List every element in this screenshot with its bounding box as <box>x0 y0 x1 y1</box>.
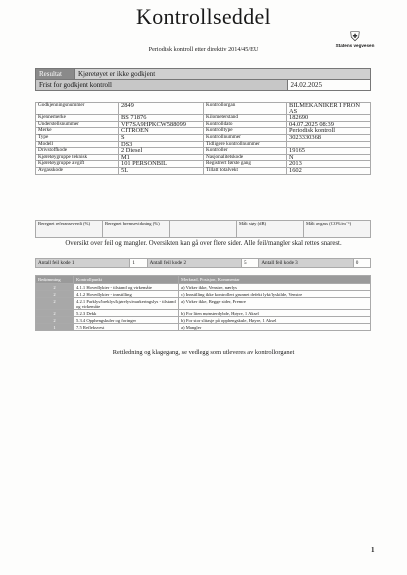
info-value: 3023330368 <box>287 134 371 141</box>
info-label: Kontrolldato <box>204 121 287 128</box>
info-value: VF7SA9HPKCW588099 <box>119 121 204 128</box>
defect-remark: c) Innstilling ikke kontrollert grunnet defekt lykt/lyskilde, Venstre <box>179 291 371 298</box>
info-label: Merke <box>36 128 119 135</box>
defect-assessment: 2 <box>36 284 74 291</box>
info-label: Kjøretøygruppe avgift <box>36 161 119 168</box>
defect-checkpoint: 7.5 Refleksvest <box>74 324 179 331</box>
info-label: Drivstoffkode <box>36 148 119 155</box>
defect-assessment: 2 <box>36 291 74 298</box>
fault-count-table <box>35 258 371 268</box>
info-value: CITROEN <box>119 128 204 135</box>
deadline-value: 24.02.2025 <box>287 80 371 91</box>
info-row <box>36 161 371 168</box>
defect-checkpoint: 4.1.1 Hovedlykter - tilstand og virkemåte <box>74 284 179 291</box>
col-checkpoint: Kontrollpunkt <box>74 276 179 284</box>
defect-remark: a) Mangler <box>179 324 371 331</box>
info-label: Tillatt totalvekt <box>204 167 287 174</box>
measurement-cell <box>170 221 237 238</box>
result-label: Resultat <box>36 69 75 80</box>
info-value: 1602 <box>287 167 371 174</box>
info-label: Kontrollorgan <box>204 103 287 115</box>
info-value: 19165 <box>287 148 371 155</box>
info-label: Nasjonalitetskode <box>204 154 287 161</box>
footer-note: Rettledning og klagegang, se vedlegg som utleveres av kontrollorganet <box>112 349 295 356</box>
info-value: Periodisk kontroll <box>287 128 371 135</box>
measurement-cell: Målt avgass (CO%/m⁻¹) <box>304 221 371 238</box>
measurement-cell: Beregnet referanseverdi (%) <box>36 221 103 238</box>
defect-row <box>36 317 371 324</box>
info-label: Kontrolltype <box>204 128 287 135</box>
col-assessment: Bedømming <box>36 276 74 284</box>
vehicle-info-table <box>35 102 371 175</box>
info-value: S <box>119 134 204 141</box>
defect-assessment: 2 <box>36 298 74 310</box>
result-table <box>35 68 371 91</box>
defect-checkpoint: 5.3.4 Opphengskuler og foringer <box>74 317 179 324</box>
fault-count-label: Antall feil kode 3 <box>259 259 353 268</box>
fault-count-label: Antall feil kode 2 <box>147 259 241 268</box>
deadline-label: Frist for godkjent kontroll <box>36 80 288 91</box>
fault-count-label: Antall feil kode 1 <box>36 259 130 268</box>
info-value: N <box>287 154 371 161</box>
info-label: Understellsnummer <box>36 121 119 128</box>
fault-count-value: 5 <box>242 259 259 268</box>
defect-remark: b) For stor slitasje på opphengskule, Høyre, 1 Aksel <box>179 317 371 324</box>
info-label: Kontrollnummer <box>204 134 287 141</box>
info-value: 5L <box>119 167 204 174</box>
info-label: Kilometerstand <box>204 115 287 122</box>
info-value: 101 PERSONBIL <box>119 161 204 168</box>
info-label: Tidligere kontrollnummer <box>204 141 287 148</box>
defect-remark: a) Virker ikke, Venstre, nærlys <box>179 284 371 291</box>
info-label: Kontroller <box>204 148 287 155</box>
defect-checkpoint: 5.2.3 Dekk <box>74 310 179 317</box>
defect-assessment: 1 <box>36 324 74 331</box>
info-row <box>36 154 371 161</box>
defect-row <box>36 324 371 331</box>
info-value: 182690 <box>287 115 371 122</box>
defect-row <box>36 310 371 317</box>
info-label: Godkjenningsnummer <box>36 103 119 115</box>
info-label: Type <box>36 134 119 141</box>
info-label: Avgasskode <box>36 167 119 174</box>
defect-checkpoint: 4.2.1 Parklys/breklys/kjørelys/markeringslys - tilstand og virkemåte <box>74 298 179 310</box>
fault-count-value: 1 <box>130 259 147 268</box>
info-value: 2849 <box>119 103 204 115</box>
info-row <box>36 167 371 174</box>
document-subtitle: Periodisk kontroll etter direktiv 2014/45/EU <box>148 46 259 53</box>
defects-table <box>35 275 371 331</box>
info-value: 04.07.2025 08:39 <box>287 121 371 128</box>
fault-count-value: 0 <box>353 259 370 268</box>
info-value: 2013 <box>287 161 371 168</box>
document-title: Kontrollseddel <box>136 4 271 29</box>
measurement-cell: Beregnet bremsevirkning (%) <box>103 221 170 238</box>
info-label: Modell <box>36 141 119 148</box>
measurement-cell: Målt støy (dB) <box>237 221 304 238</box>
result-value: Kjøretøyet er ikke godkjent <box>75 69 371 80</box>
defect-row <box>36 284 371 291</box>
measurements-table <box>35 220 371 238</box>
statens-vegvesen-logo <box>334 30 376 48</box>
page-number: 1 <box>371 546 375 554</box>
info-value: BS 71876 <box>119 115 204 122</box>
defect-checkpoint: 4.1.2 Hovedlykter - innstilling <box>74 291 179 298</box>
crest-icon: ⛨ <box>350 29 360 44</box>
logo-text: Statens vegvesen <box>335 43 375 48</box>
info-value: 2 Diesel <box>119 148 204 155</box>
info-value: DS3 <box>119 141 204 148</box>
info-value: M1 <box>119 154 204 161</box>
defects-notice: Oversikt over feil og mangler. Oversikten kan gå over flere sider. Alle feil/mangler skal rettes snarest. <box>65 240 342 247</box>
col-remark: Merknad, Posisjon, Kommentar <box>179 276 371 284</box>
info-label: Kjennemerke <box>36 115 119 122</box>
info-row <box>36 141 371 148</box>
defect-row <box>36 298 371 310</box>
info-label: Kjøretøygruppe teknisk <box>36 154 119 161</box>
defect-remark: a) Virker ikke, Begge sider, Fremre <box>179 298 371 310</box>
info-row <box>36 134 371 141</box>
defect-assessment: 2 <box>36 310 74 317</box>
info-label: Registrert første gang <box>204 161 287 168</box>
defect-row <box>36 291 371 298</box>
defect-assessment: 2 <box>36 317 74 324</box>
info-value: BILMEKANIKER I FRON AS <box>287 103 371 115</box>
defect-remark: b) For liten mønsterdybde, Høyre, 1 Aksel <box>179 310 371 317</box>
info-row <box>36 103 371 115</box>
